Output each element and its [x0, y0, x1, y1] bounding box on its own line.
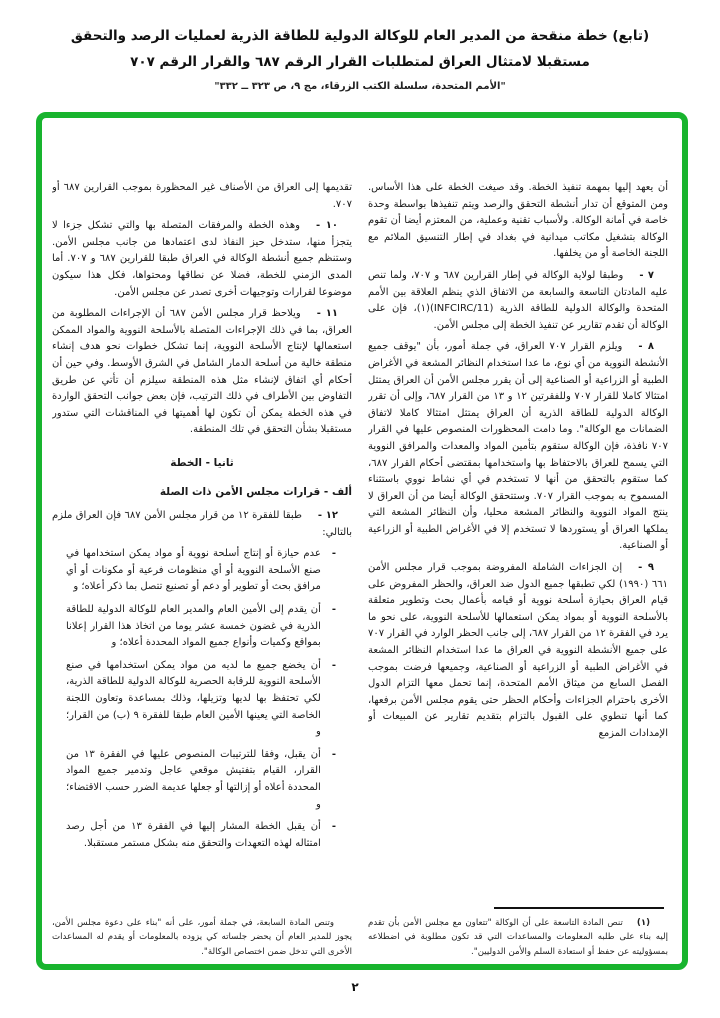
footnote-right — [368, 907, 668, 960]
bullet-text: أن يخضع جميع ما لديه من مواد يمكن استخدامها في صنع الأسلحة النووية للرقابة الحصرية للوكالة الدولية للطاقة الذرية، لكي تحتفظ بها لديها وتزيلها، وذلك بمساعدة وتعاون اللجنة الخاصة التي يعينها الأمين العام طبقا للفقرة ٩ (ب) من القرار؛ و — [66, 659, 321, 738]
bullet-text: عدم حيازة أو إنتاج أسلحة نووية أو مواد يمكن استخدامها في صنع الأسلحة النووية أو أي منظومات فرعية أو مكونات أو أي مرافق بحث أو تطوير أو دعم أو تصنيع تتصل بما ذكر أعلاه؛ و — [66, 548, 321, 593]
footnote-separator — [494, 907, 664, 909]
bullet-text: أن يقدم إلى الأمين العام والمدير العام للوكالة الدولية للطاقة الذرية في غضون خمسة عشر يوما من اتخاذ هذا القرار إعلانا بمواقع وكميات وأنواع جميع المواد المحددة أعلاه؛ و — [66, 604, 321, 649]
paragraph-text: تقديمها إلى العراق من الأصناف غير المحظورة بموجب القرارين ٦٨٧ أو ٧٠٧. — [52, 182, 352, 210]
paragraph-text: وطبقا لولاية الوكالة في إطار القرارين ٦٨٧ و ٧٠٧، ولما تنص عليه المادتان التاسعة والسابعة من الاتفاق الذي ينظم العلاقة بين الأمم المتحدة والوكالة الدولية للطاقة الذرية (INFCIRC/11)(١)، فإن على الوكالة أن تقدم تقارير عن تنفيذ الخطة إلى مجلس الأمن. — [368, 269, 668, 331]
paragraph-text: إن الجزاءات الشاملة المفروضة بموجب قرار مجلس الأمن ٦٦١ (١٩٩٠) لكي تطبقها جميع الدول ضد العراق، والحظر المفروض على قيام العراق بحيازة أسلحة نووية أو قيامه بأعمال بحث وتطوير متعلقة بالأسلحة النووية أو بمواد يمكن استعمالها للأسلحة النووية، على نحو ما يرد في الفقرة ١٢ من القرار ٦٨٧، إلى جانب الحظر الوارد في القرار ٧٠٧ على جميع الأنشطة النووية في العراق ما عدا استخدام النظائر المشعة في الأغراض الطبية أو الزراعية أو الصناعية، وجميعها فرضت بموجب الفصل السابع من ميثاق الأمم المتحدة، إنما تحمل معها التزام الدول الأخرى باحترام الجزاءات وأحكام الحظر حتى يقوم مجلس الأمن برفعها، كما أنها تنطوي على القبول بالتزام بتقديم تقارير عن المبيعات أو الإمدادات المزمع — [368, 562, 668, 739]
paragraph-number: ٧ - — [639, 269, 655, 281]
subsection-heading: ألف - قرارات مجلس الأمن ذات الصلة — [159, 485, 352, 498]
source-citation: "الأمم المتحدة، سلسلة الكتب الزرقاء، مج ٩، ص ٣٢٣ ــ ٣٣٢" — [214, 81, 506, 93]
column-right-body — [368, 180, 668, 865]
paragraph-11 — [52, 306, 352, 439]
paragraph-number: ٨ - — [638, 341, 654, 353]
list-item — [52, 747, 352, 813]
paragraph-12 — [52, 508, 352, 541]
paragraph-10 — [52, 218, 352, 301]
bullet-text: أن يقبل الخطة المشار إليها في الفقرة ١٣ من أجل رصد امتثاله لهذه التعهدات والتحقق منه بشكل مستمر مستقبلا. — [66, 821, 321, 849]
paragraph-continuation — [368, 180, 668, 263]
paragraph-text: طبقا للفقرة ١٢ من قرار مجلس الأمن ٦٨٧ فإن العراق ملزم بالتالي: — [52, 510, 352, 538]
paragraph-text: وهذه الخطة والمرفقات المتصلة بها والتي تشكل جزءا لا يتجزأ منها، ستدخل حيز النفاذ لدى اعتمادها من جانب مجلس الأمن. وستنظم جميع أنشطة الوكالة في العراق طبقا للقرارين ٦٨٧ و ٧٠٧. أما المدى الزمني للخطة، فضلا عن نطاقها ومحتواها، فكل هذا سيكون موضوعا لقرارات وتوجيهات أخرى تصدر عن مجلس الأمن. — [52, 220, 352, 298]
bullet-dash-icon: - — [331, 659, 336, 671]
paragraph-number: ١١ - — [316, 308, 338, 320]
paragraph-text: ويلاحظ قرار مجلس الأمن ٦٨٧ أن الإجراءات المطلوبة من العراق، بما في ذلك الإجراءات المتصلة بالأسلحة النووية والمواد الممكن استعمالها لإنتاج الأسلحة النووية، إنما تشكل خطوات نحو هدف إنشاء منطقة خالية من أسلحة الدمار الشامل في الشرق الأوسط. وفي حين أن أحكام أي اتفاق لإنشاء مثل هذه المنطقة سيلزم أن تأتي عن طريق التفاوض بين الأطراف في ذلك الترتيب، فإن بعض جوانب التحقق الواردة في هذه الخطة يمكن أن تكون لها أهميتها في المناقشات التي ستدور مستقبلا بشأن التحقق في تلك المنطقة. — [52, 308, 352, 436]
footnote-text: (١)تنص المادة التاسعة على أن الوكالة "تتعاون مع مجلس الأمن بأن تقدم إليه بناء على طلبه المعلومات والمساعدات التي قد تكون مطلوبة في اضطلاعه بمسؤوليته عن حفظ أو استعادة السلم والأمن الدوليين". — [368, 917, 668, 957]
bullet-dash-icon: - — [331, 821, 336, 833]
list-item — [52, 546, 352, 596]
bullet-dash-icon: - — [331, 548, 336, 560]
title-line-1: (تابع) خطة منقحة من المدير العام للوكالة الدولية للطاقة الذرية لعمليات الرصد والتحقق — [70, 28, 650, 44]
column-left — [52, 180, 352, 965]
list-item — [52, 819, 352, 852]
footnote-marker: (١) — [636, 917, 650, 928]
section-heading: ثانيا - الخطة — [170, 456, 234, 469]
page-number: ٢ — [351, 980, 359, 994]
column-left-body — [52, 180, 352, 865]
paragraph-9 — [368, 560, 668, 743]
paragraph-text: ويلزم القرار ٧٠٧ العراق، في جملة أمور، بأن "يوقف جميع الأنشطة النووية من أي نوع، ما عدا استخدام النظائر المشعة في الأغراض الطبية أو الزراعية أو الصناعية إلى أن يقرر مجلس الأمن أن العراق يمتثل امتثالا كاملا للقرار ٧٠٧ وللفقرتين ١٢ و ١٣ من القرار ٦٨٧، وإلى أن تقرر الوكالة الدولية للطاقة الذرية أن العراق يمتثل امتثالا كاملا لاتفاق الضمانات مع الوكالة". وما دامت المحظورات المنصوص عليها في القرار ٧٠٧ نافذة، فإن الوكالة ستقوم بتأمين المواد والمعدات والمرافق النووية التي يسمح للعراق بالاحتفاظ بها واستخدامها بمقتضى أحكام القرار ٦٨٧، كما ستقوم بالتحقق من أنها لا تستخدم في أي نشاط نووي باستثناء المسموح به بموجب القرار ٧٠٧. وستتحقق الوكالة أيضا من أن العراق لا ينتج المواد النووية والنظائر المشعة محليا، وأن النظائر المشعة التي يملكها العراق أو يستوردها لا تستخدم إلا في الأغراض الطبية أو الزراعية أو الصناعية. — [368, 341, 668, 552]
footnote-left-continuation — [52, 916, 352, 960]
bullet-dash-icon: - — [331, 604, 336, 616]
paragraph-text: أن يعهد إليها بمهمة تنفيذ الخطة. وقد صيغت الخطة على هذا الأساس. ومن المتوقع أن تدار أنشطة التحقق والرصد ويتم تنفيذها بواسطة وحدة خاصة في أمانة الوكالة. ولأسباب تقنية وعملية، من المعتزم أيضا أن تقوم الوكالة بتشغيل مكاتب ميدانية في بغداد في إطار التنسيق الملائم مع اللجنة الخاصة أو من يخلفها. — [368, 182, 668, 260]
paragraph-7 — [368, 268, 668, 334]
paragraph-number: ١٢ - — [317, 510, 339, 522]
list-item — [52, 602, 352, 652]
paragraph-8 — [368, 339, 668, 555]
footnote-text: وتنص المادة السابعة، في جملة أمور، على أنه "بناء على دعوة مجلس الأمن، يجوز للمدير العام أن يحضر جلساته كي يزوده بالمعلومات أو يقدم له المساعدات الأخرى التي تدخل ضمن اختصاص الوكالة". — [52, 917, 352, 957]
list-item — [52, 658, 352, 741]
document-header — [0, 24, 720, 92]
paragraph-number: ٩ - — [638, 562, 654, 574]
title-line-2: مستقبلا لامتثال العراق لمتطلبات القرار الرقم ٦٨٧ والقرار الرقم ٧٠٧ — [130, 53, 590, 70]
paragraph-number: ١٠ - — [315, 220, 339, 232]
bullet-dash-icon: - — [331, 748, 336, 760]
column-right — [368, 180, 668, 965]
bullet-list — [52, 546, 352, 852]
paragraph-continuation — [52, 180, 352, 213]
columns-container — [52, 180, 668, 965]
bullet-text: أن يقبل، وفقا للترتيبات المنصوص عليها في الفقرة ١٣ من القرار، القيام بتفتيش موقعي عاجل وتدمير جميع المواد المحددة أعلاه أو إزالتها أو جعلها عديمة الضرر حسب الاقتضاء؛ و — [66, 748, 321, 810]
